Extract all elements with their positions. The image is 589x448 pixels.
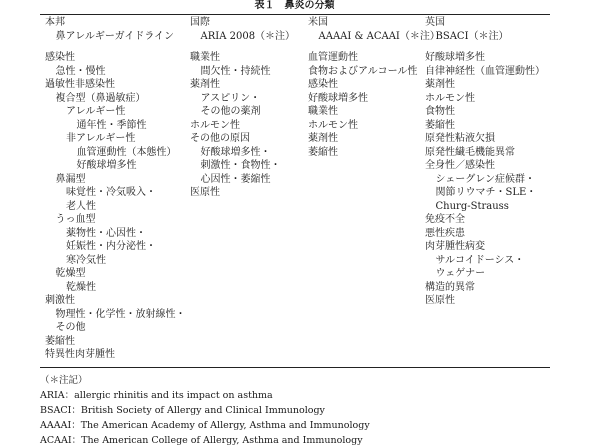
- classification-item: 過敏性非感染性: [45, 79, 115, 90]
- column-header: 本邦: [45, 17, 65, 28]
- column-source: BSACI（＊注）: [435, 30, 509, 42]
- classification-item: アスピリン・: [200, 92, 261, 104]
- classification-item: 味覚性・冷気吸入・: [66, 187, 156, 198]
- classification-item: 原発性繊毛機能異常: [425, 146, 515, 158]
- classification-item: 乾燥型: [55, 268, 86, 279]
- classification-item: 関節リウマチ・SLE・: [435, 187, 537, 198]
- classification-item: 薬剤性: [190, 79, 220, 90]
- classification-item: 職業性: [190, 52, 220, 63]
- column-japan: [45, 16, 186, 362]
- classification-item: 職業性: [308, 106, 338, 117]
- classification-item: 萎縮性: [45, 335, 75, 347]
- classification-item: 非アレルギー性: [66, 133, 136, 144]
- classification-item: 薬剤性: [308, 133, 338, 144]
- classification-item: 自律神経性（血管運動性）: [425, 65, 545, 77]
- classification-item: 刺激性: [45, 295, 75, 306]
- column-header: 英国: [425, 17, 445, 28]
- classification-item: 好酸球増多性: [425, 52, 485, 63]
- classification-item: 医原性: [425, 295, 455, 306]
- classification-item: 免疫不全: [425, 214, 465, 225]
- classification-item: 好酸球増多性: [308, 92, 368, 104]
- classification-item: 感染性: [308, 79, 338, 90]
- classification-item: 通年性・季節性: [76, 119, 147, 131]
- classification-item: 萎縮性: [425, 119, 455, 131]
- classification-item: 構造的異常: [425, 281, 475, 293]
- classification-item: その他の原因: [190, 133, 250, 144]
- classification-item: 特異性肉芽腫性: [45, 349, 115, 360]
- classification-item: Churg-Strauss: [435, 200, 509, 212]
- classification-item: 全身性／感染性: [425, 160, 495, 171]
- classification-item: 間欠性・持続性: [200, 65, 271, 77]
- classification-item: アレルギー性: [66, 106, 126, 117]
- classification-item: ホルモン性: [190, 119, 240, 131]
- classification-item: 薬物性・心因性・: [66, 227, 146, 239]
- classification-item: その他の薬剤: [200, 106, 261, 117]
- classification-item: 血管運動性（本態性）: [76, 146, 177, 158]
- classification-item: 心因性・萎縮性: [200, 173, 271, 185]
- classification-item: 医原性: [190, 187, 220, 198]
- footnote-line: ARIA：allergic rhinitis and its impact on asthma: [40, 390, 273, 401]
- classification-item: 好酸球増多性・: [200, 146, 271, 158]
- classification-item: ホルモン性: [425, 92, 475, 104]
- classification-item: 妊娠性・内分泌性・: [66, 241, 156, 252]
- classification-item: 悪性疾患: [425, 227, 465, 239]
- classification-item: 物理性・化学性・放射線性・: [55, 308, 186, 320]
- classification-item: 複合型（鼻過敏症）: [55, 92, 146, 104]
- classification-item: 刺激性・食物性・: [200, 160, 281, 171]
- footnote-line: BSACI：British Society of Allergy and Clinical Immunology: [40, 405, 325, 416]
- column-usa: [308, 16, 440, 159]
- table-caption: 表１ 鼻炎の分類: [254, 0, 335, 11]
- column-source: ARIA 2008（＊注）: [200, 30, 296, 42]
- classification-item: サルコイドーシス・: [435, 254, 525, 266]
- footnote-line: （＊注記）: [40, 375, 88, 386]
- column-uk: [425, 16, 545, 308]
- footnote-line: ACAAI：The American College of Allergy, Asthma and Immunology: [40, 435, 363, 446]
- classification-item: ホルモン性: [308, 119, 358, 131]
- column-header: 米国: [308, 17, 328, 28]
- classification-item: 寒冷気性: [66, 254, 106, 266]
- bottom-rule: [40, 367, 550, 368]
- classification-item: 原発性粘液欠損: [425, 133, 495, 144]
- classification-item: 老人性: [66, 200, 96, 212]
- classification-item: 食物性: [425, 106, 455, 117]
- classification-item: その他: [55, 322, 86, 333]
- column-header: 国際: [190, 17, 210, 28]
- column-source: AAAAI & ACAAI（＊注）: [318, 30, 440, 42]
- classification-item: 鼻漏型: [55, 173, 86, 185]
- classification-item: 血管運動性: [308, 52, 358, 63]
- classification-item: 急性・慢性: [55, 65, 106, 77]
- footnote-line: AAAAI：The American Academy of Allergy, Asthma and Immunology: [40, 420, 370, 431]
- classification-item: 肉芽腫性病変: [425, 241, 485, 252]
- column-source: 鼻アレルギーガイドライン: [55, 30, 175, 42]
- classification-item: 好酸球増多性: [76, 160, 137, 171]
- top-rule: [40, 14, 550, 15]
- classification-item: 薬剤性: [425, 79, 455, 90]
- classification-item: ウェゲナー: [435, 268, 486, 279]
- classification-item: 食物およびアルコール性: [308, 65, 418, 77]
- classification-item: 乾燥性: [66, 281, 96, 293]
- footnotes: [40, 373, 370, 448]
- classification-item: 萎縮性: [308, 146, 338, 158]
- column-international: [190, 16, 295, 200]
- classification-item: うっ血型: [55, 214, 96, 225]
- classification-item: シェーグレン症候群・: [435, 173, 536, 185]
- classification-item: 感染性: [45, 52, 75, 63]
